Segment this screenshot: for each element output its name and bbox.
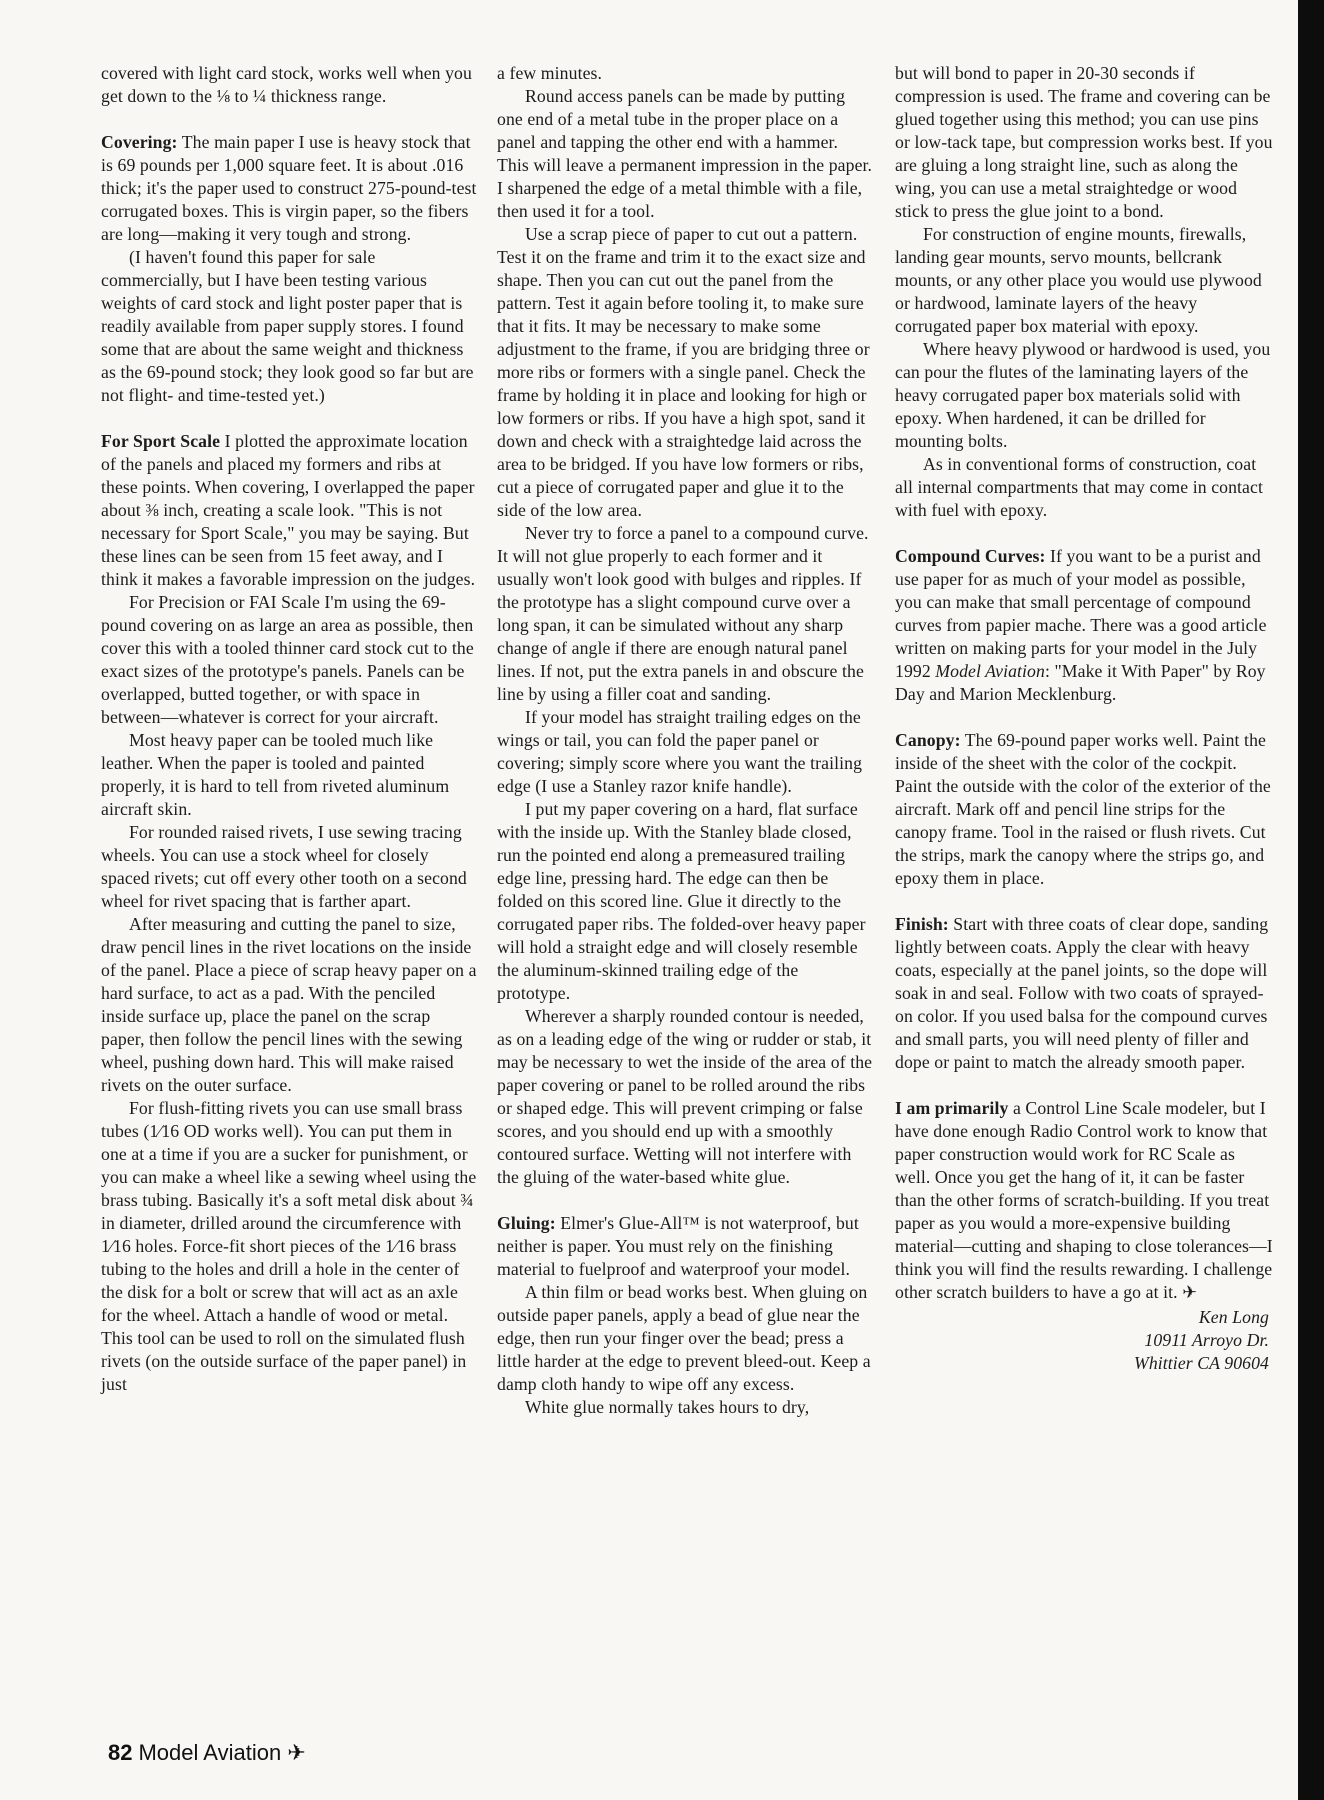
paragraph: Round access panels can be made by putting one end of a metal tube in the proper place on a panel and tapping the other end with a hammer. This will leave a permanent impression in the paper. I sharpened the edge of a metal thimble with a file, then used it for a tool. [497,86,873,221]
page-number: 82 [108,1740,133,1765]
paragraph: covered with light card stock, works well when you get down to the ⅛ to ¼ thickness range. [101,63,472,106]
sport-scale-section: For Sport Scale I plotted the approximate location of the panels and placed my formers and ribs at these points. When covering, I overlapped the paper about ⅜ inch, creating a scale look. "This is not necessary for Sport Scale," you may be saying. But these lines can be seen from 15 feet away, and I think it makes a favorable impression on the judges. [101,431,476,589]
author-signature [895,1306,1273,1375]
column-3 [895,62,1273,1375]
scan-edge [1298,0,1324,1800]
section-heading: Finish: [895,914,949,934]
paragraph: Most heavy paper can be tooled much like leather. When the paper is tooled and painted properly, it is hard to tell from riveted aluminum aircraft skin. [101,730,450,819]
paragraph: Use a scrap piece of paper to cut out a pattern. Test it on the frame and trim it to the exact size and shape. Then you can cut out the panel from the pattern. Test it again before tooling it, to make sure that it fits. It may be necessary to make some adjustment to the frame, if you are bridging three or more ribs or formers with a single panel. Check the frame by holding it in place and looking for high or low formers or ribs. If you have a high spot, sand it down and check with a straightedge laid across the area to be bridged. If you have low formers or ribs, cut a piece of corrugated paper and glue it to the side of the low area. [497,224,870,520]
author-name: Ken Long [1198,1307,1269,1327]
magazine-title: Model Aviation [935,661,1045,681]
paragraph: As in conventional forms of construction, coat all internal compartments that may come in contact with fuel with epoxy. [895,454,1263,520]
section-heading: Gluing: [497,1213,556,1233]
page-footer [108,1740,306,1766]
paragraph: Never try to force a panel to a compound curve. It will not glue properly to each former and it usually won't look good with bulges and ripples. If the prototype has a slight compound curve over a long span, it can be simulated without any sharp change of angle if there are enough natural panel lines. If not, put the extra panels in and obscure the line by using a filler coat and sanding. [497,523,869,704]
section-heading: Canopy: [895,730,961,750]
author-street: 10911 Arroyo Dr. [1144,1330,1269,1350]
section-heading: Compound Curves: [895,546,1046,566]
section-heading: For Sport Scale [101,431,221,451]
paragraph: White glue normally takes hours to dry, [525,1397,810,1417]
paragraph: I put my paper covering on a hard, flat surface with the inside up. With the Stanley blade closed, run the pointed end along a premeasured trailing edge line, pressing hard. The edge can then be folded on this scored line. Glue it directly to the corrugated paper ribs. The folded-over heavy paper will hold a straight edge and will closely resemble the aluminum-skinned trailing edge of the prototype. [497,799,866,1003]
compound-curves-section: Compound Curves: If you want to be a purist and use paper for as much of your model as possible, you can make that small percentage of compound curves from papier mache. There was a good article written on making parts for your model in the July 1992 Model Aviation: "Make it With Paper" by Roy Day and Marion Mecklenburg. [895,546,1267,704]
paragraph: If your model has straight trailing edges on the wings or tail, you can fold the paper panel or covering; simply score where you want the trailing edge (I use a Stanley razor knife handle). [497,707,863,796]
author-city: Whittier CA 90604 [1133,1353,1269,1373]
covering-section: Covering: The main paper I use is heavy stock that is 69 pounds per 1,000 square feet. It is about .016 thick; it's the paper used to construct 275-pound-test corrugated boxes. This is virgin paper, so the fibers are long—making it very tough and strong. [101,132,477,244]
paragraph: For construction of engine mounts, firewalls, landing gear mounts, servo mounts, bellcrank mounts, or any other place you would use plywood or hardwood, laminate layers of the heavy corrugated paper box material with epoxy. [895,224,1262,336]
finish-section: Finish: Start with three coats of clear dope, sanding lightly between coats. Apply the clear with heavy coats, especially at the panel joints, so the dope will soak in and seal. Follow with two coats of sprayed-on color. If you used balsa for the compound curves and small parts, you will need plenty of filler and dope or paint to match the already smooth paper. [895,914,1269,1072]
column-1 [101,62,477,1396]
paragraph: For flush-fitting rivets you can use small brass tubes (1⁄16 OD works well). You can put them in one at a time if you are a sucker for punishment, or you can make a wheel like a sewing wheel using the brass tubing. Basically it's a soft metal disk about ¾ in diameter, drilled around the circumference with 1⁄16 holes. Force-fit short pieces of the 1⁄16 brass tubing to the holes and drill a hole in the center of the disk for a bolt or screw that will act as an axle for the wheel. Attach a handle of wood or metal. This tool can be used to roll on the simulated flush rivets (on the outside surface of the paper panel) in just [101,1098,477,1394]
gluing-section: Gluing: Elmer's Glue-All™ is not waterproof, but neither is paper. You must rely on the finishing material to fuelproof and waterproof your model. [497,1213,859,1279]
canopy-section: Canopy: The 69-pound paper works well. Paint the inside of the sheet with the color of the cockpit. Paint the outside with the color of the exterior of the aircraft. Mark off and pencil line strips for the canopy frame. Tool in the raised or flush rivets. Cut the strips, mark the canopy where the strips go, and epoxy them in place. [895,730,1271,888]
paragraph: A thin film or bead works best. When gluing on outside paper panels, apply a bead of glue near the edge, then run your finger over the bead; press a little harder at the edge to prevent bleed-out. Keep a damp cloth handy to wipe off any excess. [497,1282,871,1394]
paragraph: For Precision or FAI Scale I'm using the 69-pound covering on as large an area as possible, then cover this with a tooled thinner card stock cut to the exact sizes of the prototype's panels. Panels can be overlapped, butted together, or with space in between—whatever is correct for your aircraft. [101,592,474,727]
column-2 [497,62,873,1419]
paragraph: (I haven't found this paper for sale commercially, but I have been testing various weights of card stock and light poster paper that is readily available from paper supply stores. I found some that are about the same weight and thickness as the 69-pound stock; they look good so far but are not flight- and time-tested yet.) [101,247,474,405]
closing-section: I am primarily a Control Line Scale modeler, but I have done enough Radio Control work to know that paper construction would work for RC Scale as well. Once you get the hang of it, it can be faster than the other forms of scratch-building. If you treat paper as you would a more-expensive building material—cutting and shaping to close tolerances—I think you will find the results rewarding. I challenge other scratch builders to have a go at it. ✈ [895,1098,1273,1302]
magazine-name: Model Aviation ✈ [138,1740,306,1765]
paragraph: a few minutes. [497,63,603,83]
paragraph: For rounded raised rivets, I use sewing tracing wheels. You can use a stock wheel for closely spaced rivets; cut off every other tooth on a second wheel for rivet spacing that is farther apart. [101,822,467,911]
paragraph: Where heavy plywood or hardwood is used, you can pour the flutes of the laminating layers of the heavy corrugated paper box materials solid with epoxy. When hardened, it can be drilled for mounting bolts. [895,339,1271,451]
paragraph: but will bond to paper in 20-30 seconds if compression is used. The frame and covering can be glued together using this method; you can use pins or low-tack tape, but compression works best. If you are gluing a long straight line, such as along the wing, you can use a metal straightedge or wood stick to press the glue joint to a bond. [895,63,1273,221]
paragraph: Wherever a sharply rounded contour is needed, as on a leading edge of the wing or rudder or stab, it may be necessary to wet the inside of the area of the paper covering or panel to be rolled around the ribs or shaped edge. This will prevent crimping or false scores, and you should end up with a smoothly contoured surface. Wetting will not interfere with the gluing of the water-based white glue. [497,1006,873,1187]
paragraph: After measuring and cutting the panel to size, draw pencil lines in the rivet locations on the inside of the panel. Place a piece of scrap heavy paper on a hard surface, to act as a pad. With the penciled inside surface up, place the panel on the scrap paper, then follow the pencil lines with the sewing wheel, pushing down hard. This will make raised rivets on the outer surface. [101,914,477,1095]
section-heading: I am primarily [895,1098,1009,1118]
section-heading: Covering: [101,132,178,152]
